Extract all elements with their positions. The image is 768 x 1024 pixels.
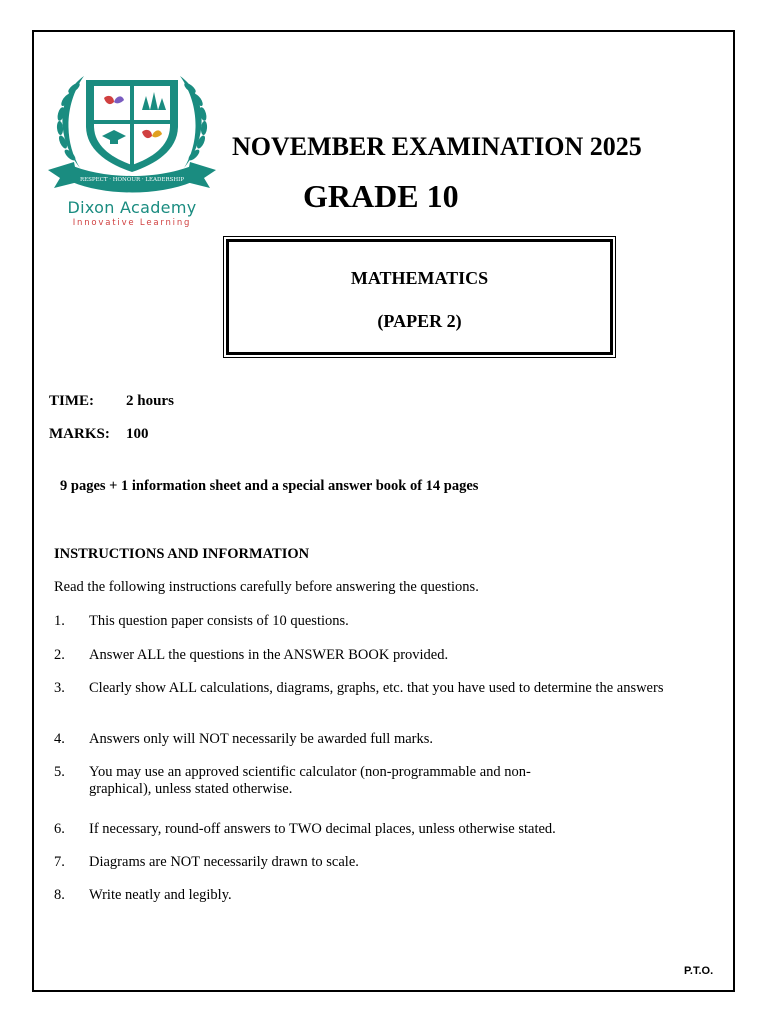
instructions-heading: INSTRUCTIONS AND INFORMATION [54,546,310,562]
school-tagline: Innovative Learning [72,218,192,228]
time-label: TIME: [49,393,94,409]
instruction-text: Diagrams are NOT necessarily drawn to scale. [89,854,359,870]
instruction-number: 7. [54,854,65,870]
instruction-number: 4. [54,731,65,747]
pto-note: P.T.O. [684,965,714,977]
pages-note: 9 pages + 1 information sheet and a special answer book of 14 pages [60,478,479,494]
instruction-number: 6. [54,821,65,837]
svg-text:RESPECT · HONOUR · LEADERSHIP: RESPECT · HONOUR · LEADERSHIP [79,177,185,183]
subject-box-inner [226,239,613,355]
marks-value: 100 [126,426,149,442]
instruction-number: 1. [54,613,65,629]
exam-title: NOVEMBER EXAMINATION 2025 [232,132,642,161]
school-name: Dixon Academy [67,198,197,217]
paper-number: (PAPER 2) [377,311,462,331]
instruction-number: 3. [54,680,65,696]
subject-title: MATHEMATICS [350,268,489,288]
instruction-text: Clearly show ALL calculations, diagrams, graphs, etc. that you have used to determine the answers [89,680,664,696]
grade-title: GRADE 10 [303,178,459,214]
instruction-text: You may use an approved scientific calculator (non-programmable and non-graphical), unless stated otherwise. [89,764,531,797]
school-crest-icon [44,64,220,196]
instruction-text: Answer ALL the questions in the ANSWER BOOK provided. [89,647,449,663]
instructions-intro: Read the following instructions carefully before answering the questions. [54,579,479,595]
instruction-number: 8. [54,887,65,903]
instruction-text: This question paper consists of 10 questions. [89,613,349,629]
instruction-text: If necessary, round-off answers to TWO decimal places, unless otherwise stated. [89,821,556,837]
instruction-number: 5. [54,764,65,780]
instruction-text: Write neatly and legibly. [89,887,232,903]
instruction-text: Answers only will NOT necessarily be awarded full marks. [89,731,434,747]
school-logo [44,64,220,230]
subject-box [223,236,616,358]
time-value: 2 hours [126,393,174,409]
instruction-number: 2. [54,647,65,663]
marks-label: MARKS: [49,426,110,442]
